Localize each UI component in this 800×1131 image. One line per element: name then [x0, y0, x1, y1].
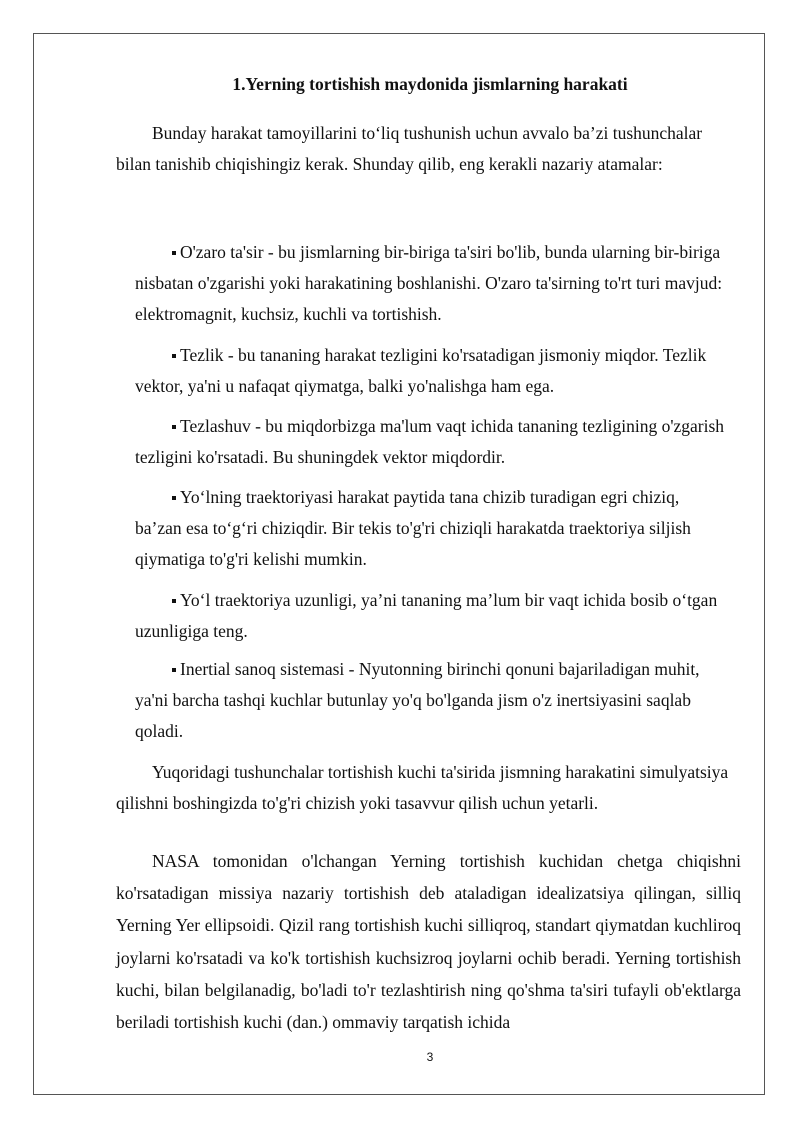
list-item [135, 585, 730, 647]
bullet-icon [172, 496, 176, 500]
intro-paragraph: Bunday harakat tamoyillarini to‘liq tushunish uchun avvalo ba’zi tushunchalar bilan tanishib chiqishingiz kerak. Shunday qilib, eng kerakli nazariy atamalar: [116, 123, 703, 174]
page-number: 3 [426, 1050, 434, 1064]
list-item-text: Tezlashuv - bu miqdorbizga ma'lum vaqt ichida tananing tezligining o'zgarish tezligini ko'rsatadi. Bu shuningdek vektor miqdordir. [135, 416, 725, 467]
nasa-paragraph: NASA tomonidan o'lchangan Yerning tortishish kuchidan chetga chiqishni ko'rsatadigan missiya nazariy tortishish deb ataladigan idealizatsiya qilingan, silliq Yerning Yer ellipsoidi. Qizil rang tortishish kuchi silliqroq, standart qiymatdan kuchliroq joylarni ko'rsatadi va ko'k tortishish kuchsizroq joylarni ochib beradi. Yerning tortishish kuchi, bilan belgilanadig, bo'ladi to'r tezlashtirish ning qo'shma ta'siri tufayli ob'ektlarga beriladi tortishish kuchi (dan.) ommaviy tarqatish ichida [116, 851, 741, 1033]
list-item-text: Inertial sanoq sistemasi - Nyutonning birinchi qonuni bajariladigan muhit, ya'ni barcha tashqi kuchlar butunlay yo'q bo'lganda jism o'z inertsiyasini saqlab qoladi. [135, 659, 700, 741]
list-item-text: Yo‘lning traektoriyasi harakat paytida tana chizib turadigan egri chiziq, ba’zan esa to‘g‘ri chiziqdir. Bir tekis to'g'ri chiziqli harakatda traektoriya siljish qiymatiga to'g'ri kelishi mumkin. [135, 487, 691, 569]
bullet-icon [172, 425, 176, 429]
list-item [135, 411, 730, 473]
bullet-icon [172, 668, 176, 672]
list-item [135, 482, 730, 575]
bullet-icon [172, 599, 176, 603]
page-title: 1.Yerning tortishish maydonida jismlarning harakati [232, 74, 628, 94]
list-item [135, 340, 730, 402]
summary-paragraph: Yuqoridagi tushunchalar tortishish kuchi ta'sirida jismning harakatini simulyatsiya qilishni boshingizda to'g'ri chizish yoki tasavvur qilish uchun yetarli. [116, 762, 729, 813]
list-item-text: Yo‘l traektoriya uzunligi, ya’ni tananing ma’lum bir vaqt ichida bosib o‘tgan uzunligiga teng. [135, 590, 718, 641]
list-item-text: O'zaro ta'sir - bu jismlarning bir-biriga ta'siri bo'lib, bunda ularning bir-biriga nisbatan o'zgarishi yoki harakatining boshlanishi. O'zaro ta'sirning to'rt turi mavjud: elektromagnit, kuchsiz, kuchli va tortishish. [135, 242, 723, 324]
list-item [135, 654, 730, 747]
bullet-icon [172, 354, 176, 358]
list-item-text: Tezlik - bu tananing harakat tezligini ko'rsatadigan jismoniy miqdor. Tezlik vektor, ya'ni u nafaqat qiymatga, balki yo'nalishga ham ega. [135, 345, 707, 396]
bullet-icon [172, 251, 176, 255]
list-item [135, 237, 730, 330]
